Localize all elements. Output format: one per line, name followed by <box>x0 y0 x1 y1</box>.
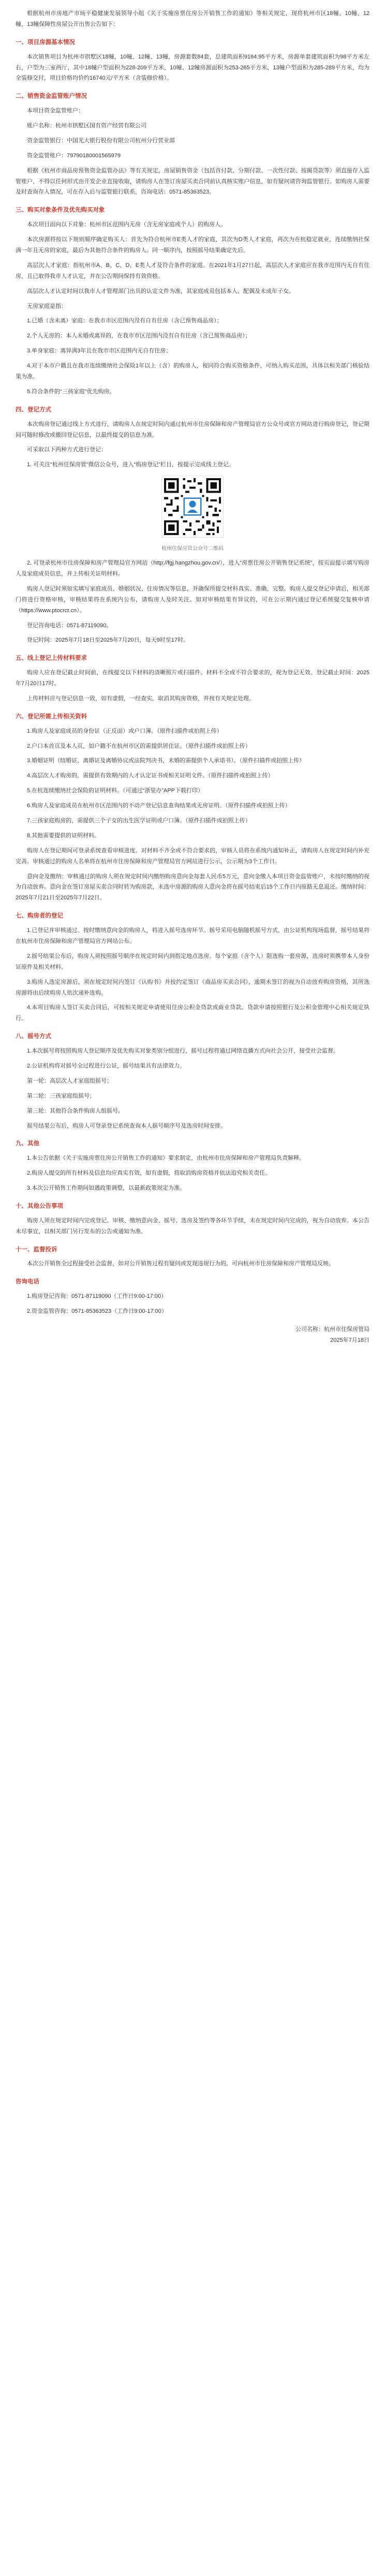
section-2-account-number: 资金监管账户：79790180001565979 <box>27 152 121 159</box>
section-3-text: 高层次人才认定时间以我市人才管理部门出具的认定文件为准，其家庭成员包括本人、配偶及未成年子女。 <box>27 288 294 294</box>
section-3-list-item: 1.已婚（含未离）家庭：在我市市区范围内没有自有住房（含已预售商品房）； <box>27 318 223 324</box>
signature-date: 2025年7月18日 <box>330 1337 369 1343</box>
section-11-title: 十一、监督投诉 <box>16 1246 57 1253</box>
section-6-item: 7.三孩家庭购房的，需提供三个子女的出生医学证明或户口簿。（原件扫描件或拍照上传） <box>27 818 251 824</box>
section-9-item: 1.本公告依据《关于实施房票住房公开销售工作的通知》要求制定，由杭州市住房保障和房产管理局负责解释。 <box>27 1155 305 1162</box>
section-7-item: 3.购房人选定房源后，须在规定时间内签订《认购书》并按约定签订《商品房买卖合同》，逾期未签订的视为自动放弃购房资格，其所选房源将由后续购房人依次递补选购。 <box>16 979 369 996</box>
section-10-text: 购房人须在规定时间内完成登记、审核、缴纳意向金、摇号、选房及签约等各环节手续，未在规定时间内完成的，视为自动放弃。本公告未尽事宜，以相关部门另行发布的公告或通知为准。 <box>16 1217 369 1235</box>
section-2-account-name: 账户名称：杭州市拱墅区国有资产经营有限公司 <box>27 123 146 129</box>
section-11-text: 本次公开销售全过程接受社会监督，如对公开销售过程有疑问或发现违规行为的，可向杭州市住房保障和房产管理局反映。 <box>27 1261 334 1267</box>
section-6-text: 购房人在登记期间可登录系统查看审核进度。对材料不齐全或不符合要求的，审核人员将在系统内通知补正，请购房人在规定时间内补充完善。审核通过的购房人名单将在杭州市住房保障和房产管理局官方网站进行公示，公示期为3个工作日。 <box>16 847 369 865</box>
qr-code-caption: 杭州住保房管公众号二维码 <box>161 546 224 552</box>
section-3-list-item: 5.符合条件的“三孩家庭”优先购房。 <box>27 388 115 395</box>
section-6-text: 意向金及缴纳：审核通过的购房人须在规定时间内缴纳购房意向金每套人民币5万元，意向金缴入本项目资金监管账户，未按时缴纳的视为自动放弃。意向金在签订房屋买卖合同时转为购房款，未选中房源的购房人意向金将在摇号结束后15个工作日内原路无息退还。缴纳时间：2025年7月21日至2025年7月22日。 <box>16 873 369 901</box>
section-7-item: 1.已登记并审核通过、按时缴纳意向金的购房人，将进入摇号选房环节。摇号采用电脑随机摇号方式，由公证机构现场监督，摇号结果将在杭州市住房保障和房产管理局官方网站公布。 <box>16 927 369 944</box>
section-12-title: 咨询电话 <box>16 1279 39 1285</box>
section-4-method-1: 1. 可关注“杭州住保房管”微信公众号，进入“购房登记”栏目，按提示完成线上登记。 <box>27 462 234 468</box>
section-1-text: 本次销售项目为杭州市拱墅区18幢、10幢、12幢、13幢，房源套数84套，总建筑面积9164.95平方米，房源单套建筑面积为98平方米左右，户型为三室两厅，其中18幢户型面积为228-209平方米，10幢、12幢房源面积为253-265平方米，13幢户型面积为285-289平方米，均为全装修交付，项目价格均价约16740元/平方米（含装修价格）。 <box>16 53 369 82</box>
section-8-item: 第三轮：其他符合条件购房人组摇号。 <box>27 1107 124 1114</box>
section-7-title: 七、购房者的登记 <box>16 913 63 920</box>
section-10-title: 十、其他公告事项 <box>16 1203 63 1209</box>
section-3-list-item: 3.单身家庭：离异满3年且在我市市区范围内无自有住房； <box>27 348 172 354</box>
section-3-text: 本次项目面向以下对象：杭州市区范围内无房（含无房家庭或个人）的购房人。 <box>27 221 226 228</box>
section-3-list-title: 无房家庭是指： <box>27 303 67 309</box>
section-6-item: 3.婚姻证明（结婚证、离婚证及离婚协议或法院判决书，未婚的需提供个人承诺书）。（原件扫描件或拍照上传） <box>27 758 305 764</box>
section-8-item: 摇号结果公布后，购房人可登录登记系统查询本人摇号顺序号及选房时间安排。 <box>27 1122 226 1129</box>
section-9-item: 2.购房人提交的所有材料及信息均应真实有效，如有虚假，将取消购房资格并依法追究相关责任。 <box>27 1170 271 1177</box>
section-4-text: 本次购房登记通过线上方式进行，请购房人在规定时间内通过杭州市住房保障和房产管理局官方公众号或官方网站进行购房登记，登记期间可随时修改或撤回登记信息，以最终提交的信息为准。 <box>16 421 369 438</box>
section-9-item: 3.本次公开销售工作期间如遇政策调整，以最新政策规定为准。 <box>27 1185 186 1192</box>
section-2-notice: 根据《杭州市商品房预售资金监管办法》等有关规定，房屋销售资金（包括首付款、分期付款、一次性付款、按揭贷款等）须直接存入监管账户，不得以任何形式由开发企业直接收取，请购房人在签订房屋买卖合同前认真核实账户信息，如有疑问请咨询监管银行。如购房人需要及时查询存入情况，可在存入后与监管银行联系，咨询电话：0571-85363523。 <box>16 167 369 196</box>
section-4-time: 登记时间：2025年7月18日至2025年7月20日，每天9时至17时。 <box>27 637 189 644</box>
section-3-list-item: 4.对于本市户籍且在我市连续缴纳社会保险1年以上（含）的购房人，视同符合购买资格条件，可纳入购买范围，具体以相关部门核验结果为准。 <box>16 363 369 380</box>
section-3-title: 三、购买对象条件及优先购买对象 <box>16 207 105 214</box>
section-5-text: 购房人应在登记截止时间前，在线提交以下材料的清晰照片或扫描件。材料不全或不符合要求的，视为登记无效。登记截止时间：2025年7月20日17时。 <box>16 670 369 687</box>
section-4-method-2: 2. 可登录杭州市住房保障和房产管理局官方网站（http://fgj.hangzhou.gov.cn/），进入“房票住房公开销售登记系统”，按页面提示填写购房人及家庭成员信息，并上传相关证明材料。 <box>16 560 369 577</box>
qr-code-image <box>161 476 224 538</box>
section-6-item: 1.购房人及家庭成员的身份证（正反面）或户口簿。（原件扫描件或拍照上传） <box>27 728 223 734</box>
section-8-item: 2.公证机构将对摇号全过程进行公证，摇号结果具有法律效力。 <box>27 1062 186 1069</box>
section-4-phone: 登记咨询电话：0571-87119090。 <box>27 622 112 629</box>
section-8-item: 第二轮：三孩家庭组摇号； <box>27 1092 95 1099</box>
section-6-title: 六、登记所需上传相关资料 <box>16 713 87 720</box>
intro-paragraph: 根据杭州市房地产市场平稳健康发展领导小组《关于实施房票住房公开销售工作的通知》等相关规定，现将杭州市区18幢、10幢、12幢、13幢保障性房屋公开出售公告如下： <box>16 10 369 27</box>
section-2-bank: 资金监管银行：中国光大银行股份有限公司杭州分行营业部 <box>27 137 175 144</box>
section-3-list-item: 2.个人无房的：本人未婚或离异的，在我市市区范围内没有自有住房（含已预售商品房）； <box>27 333 251 339</box>
section-2-title: 二、销售资金监管账户情况 <box>16 93 87 100</box>
section-1-title: 一、项目房源基本情况 <box>16 39 75 46</box>
section-5-title: 五、线上登记上传材料要求 <box>16 655 87 662</box>
section-4-text: 可采取以下两种方式进行登记： <box>27 447 107 453</box>
section-3-text: 高层次人才家庭：指杭州市A、B、C、D、E类人才及符合条件的家庭。在2021年1月27日起，高层次人才家庭应在我市范围内无自有住房，且已取得我市人才认定，并在公告期间保持有效资格。 <box>16 262 369 279</box>
section-5-text: 上传材料应与登记信息一致，如有虚假，一经查实，取消其购房资格，并按有关规定处理。 <box>27 695 255 702</box>
section-6-item: 2.户口本首页及本人页，如户籍不在杭州市区的需提供居住证。（原件扫描件或拍照上传） <box>27 743 251 749</box>
section-7-item: 2.摇号结果公布后，购房人须按照摇号顺序在规定时间内到指定地点选房。每个家庭（含个人）限选购一套房源，选房时须携带本人身份证原件及相关材料。 <box>16 953 369 970</box>
section-12-item: 2.资金监管咨询：0571-85363523（工作日9:00-17:00） <box>27 1308 167 1315</box>
section-8-title: 八、摇号方式 <box>16 1033 51 1040</box>
section-2-text: 本项目资金监管账户： <box>27 108 84 114</box>
qr-code-icon <box>162 476 223 537</box>
section-6-item: 5.在杭连续缴纳社会保险的证明材料。（可通过“浙里办”APP下载打印） <box>27 788 204 794</box>
section-6-item: 8.其他需要提供的证明材料。 <box>27 832 100 839</box>
section-4-title: 四、登记方式 <box>16 406 51 413</box>
section-6-item: 6.购房人及家庭成员在杭州市区范围内的不动产登记信息查询结果或无房证明。（原件扫描件或拍照上传） <box>27 803 291 809</box>
signature-org: 公司名称：杭州市住保房管局 <box>295 1326 369 1333</box>
section-8-item: 第一轮：高层次人才家庭组摇号； <box>27 1077 112 1084</box>
section-7-item: 4.本项目购房人签订买卖合同后，可按相关规定申请使用住房公积金贷款或商业贷款。贷款申请按照银行及公积金管理中心相关规定执行。 <box>16 1004 369 1022</box>
qr-code-block <box>16 476 369 542</box>
section-9-title: 九、其他 <box>16 1141 39 1147</box>
section-12-item: 1.购房登记咨询：0571-87119090（工作日9:00-17:00） <box>27 1293 167 1300</box>
section-6-item: 4.高层次人才购房的，需提供有效期内的人才认定证书或相关证明文件。（原件扫描件或拍照上传） <box>27 773 274 779</box>
section-8-item: 1.本次摇号将按照购房人登记顺序及优先购买对象类别分组进行，摇号过程将通过网络直播方式向社会公开，接受社会监督。 <box>27 1048 339 1055</box>
section-4-text: 购房人登记时须如实填写家庭成员、婚姻状况、住房情况等信息，并确保所提交材料真实、准确、完整。购房人提交登记申请后，相关部门将进行资格审核，审核结果将在系统内公布，请购房人及时关注。如对审核结果有异议的，可在公示期内通过登记系统提交复核申请（https://www.ptocrcr.cn）。 <box>16 585 369 614</box>
section-3-text: 本次房源将按以下规则顺序确定购买人：首先为符合杭州市E类人才的家庭，其次为D类人才家庭，再次为在杭稳定就业、连续缴纳社保满一年且无房的家庭，最后为其他符合条件的购房人。同一顺序内，按照摇号结果确定先后。 <box>16 236 369 254</box>
